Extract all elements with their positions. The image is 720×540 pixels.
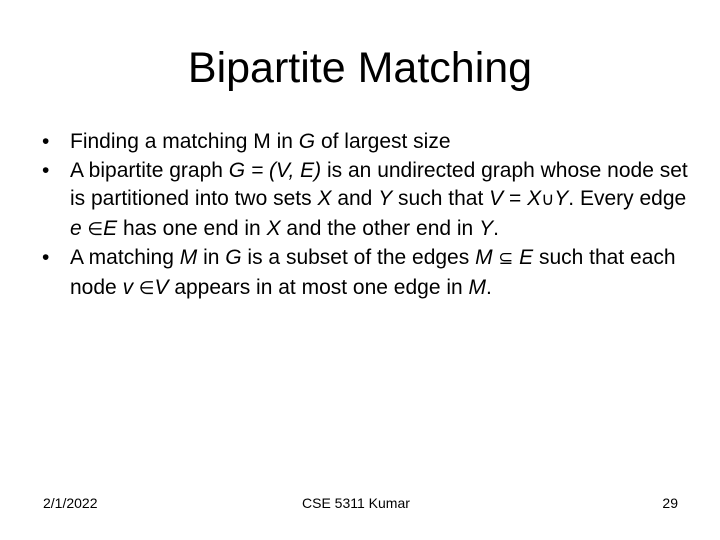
text-run: E — [103, 216, 118, 240]
bullet-text — [70, 130, 451, 153]
footer-date: 2/1/2022 — [43, 495, 98, 511]
subset-symbol-icon: ⊆ — [492, 248, 520, 269]
text-run: is a subset of the edges — [241, 246, 476, 269]
text-run: e — [70, 216, 82, 240]
text-run: such that — [392, 187, 490, 210]
bullet-item — [40, 244, 690, 303]
footer-course: CSE 5311 Kumar — [302, 495, 410, 511]
text-run: is an undirected graph whose node set is partitioned into two sets — [70, 158, 688, 210]
text-run: X — [266, 216, 281, 240]
text-run: = — [503, 187, 528, 210]
bullet-list — [40, 128, 690, 303]
text-run: such that each node — [70, 246, 676, 299]
text-run: X — [527, 187, 542, 210]
text-run: V — [154, 275, 169, 299]
text-run: . — [493, 216, 499, 240]
footer-page-number: 29 — [662, 495, 678, 511]
text-run: has one end in — [117, 216, 267, 240]
bullet-icon: • — [42, 158, 50, 182]
text-run: X — [317, 187, 332, 210]
union-symbol-icon: ∪ — [541, 189, 555, 210]
text-run: G = (V, E) — [228, 158, 322, 182]
text-run: M — [475, 246, 493, 269]
bullet-text — [70, 159, 688, 240]
element-of-symbol-icon: ∈ — [81, 218, 104, 240]
text-run: Y — [479, 216, 494, 240]
text-run: E — [519, 246, 534, 269]
text-run: and the other end in — [280, 216, 480, 240]
element-of-symbol-icon: ∈ — [133, 277, 155, 299]
bullet-icon: • — [42, 246, 50, 269]
text-run: M — [179, 246, 198, 269]
text-run: Y — [378, 187, 393, 210]
text-run: of largest size — [315, 130, 451, 153]
text-run: A bipartite graph — [70, 158, 229, 182]
text-run: in — [197, 246, 226, 269]
bullet-item — [40, 128, 690, 157]
text-run: and — [331, 187, 379, 210]
bullet-text — [70, 246, 676, 299]
text-run: . — [486, 275, 492, 299]
text-run: G — [298, 130, 316, 153]
text-run: M — [468, 275, 487, 299]
text-run: V — [489, 187, 504, 210]
text-run: Finding a matching M in — [70, 130, 299, 153]
text-run: G — [225, 246, 242, 269]
slide-title: Bipartite Matching — [187, 44, 533, 92]
text-run: . Every edge — [568, 187, 687, 210]
text-run: appears in at most one edge in — [168, 275, 469, 299]
text-run: A matching — [70, 246, 180, 269]
bullet-item — [40, 157, 690, 245]
text-run: v — [122, 275, 134, 299]
bullet-icon: • — [42, 130, 50, 153]
text-run: Y — [554, 187, 569, 210]
